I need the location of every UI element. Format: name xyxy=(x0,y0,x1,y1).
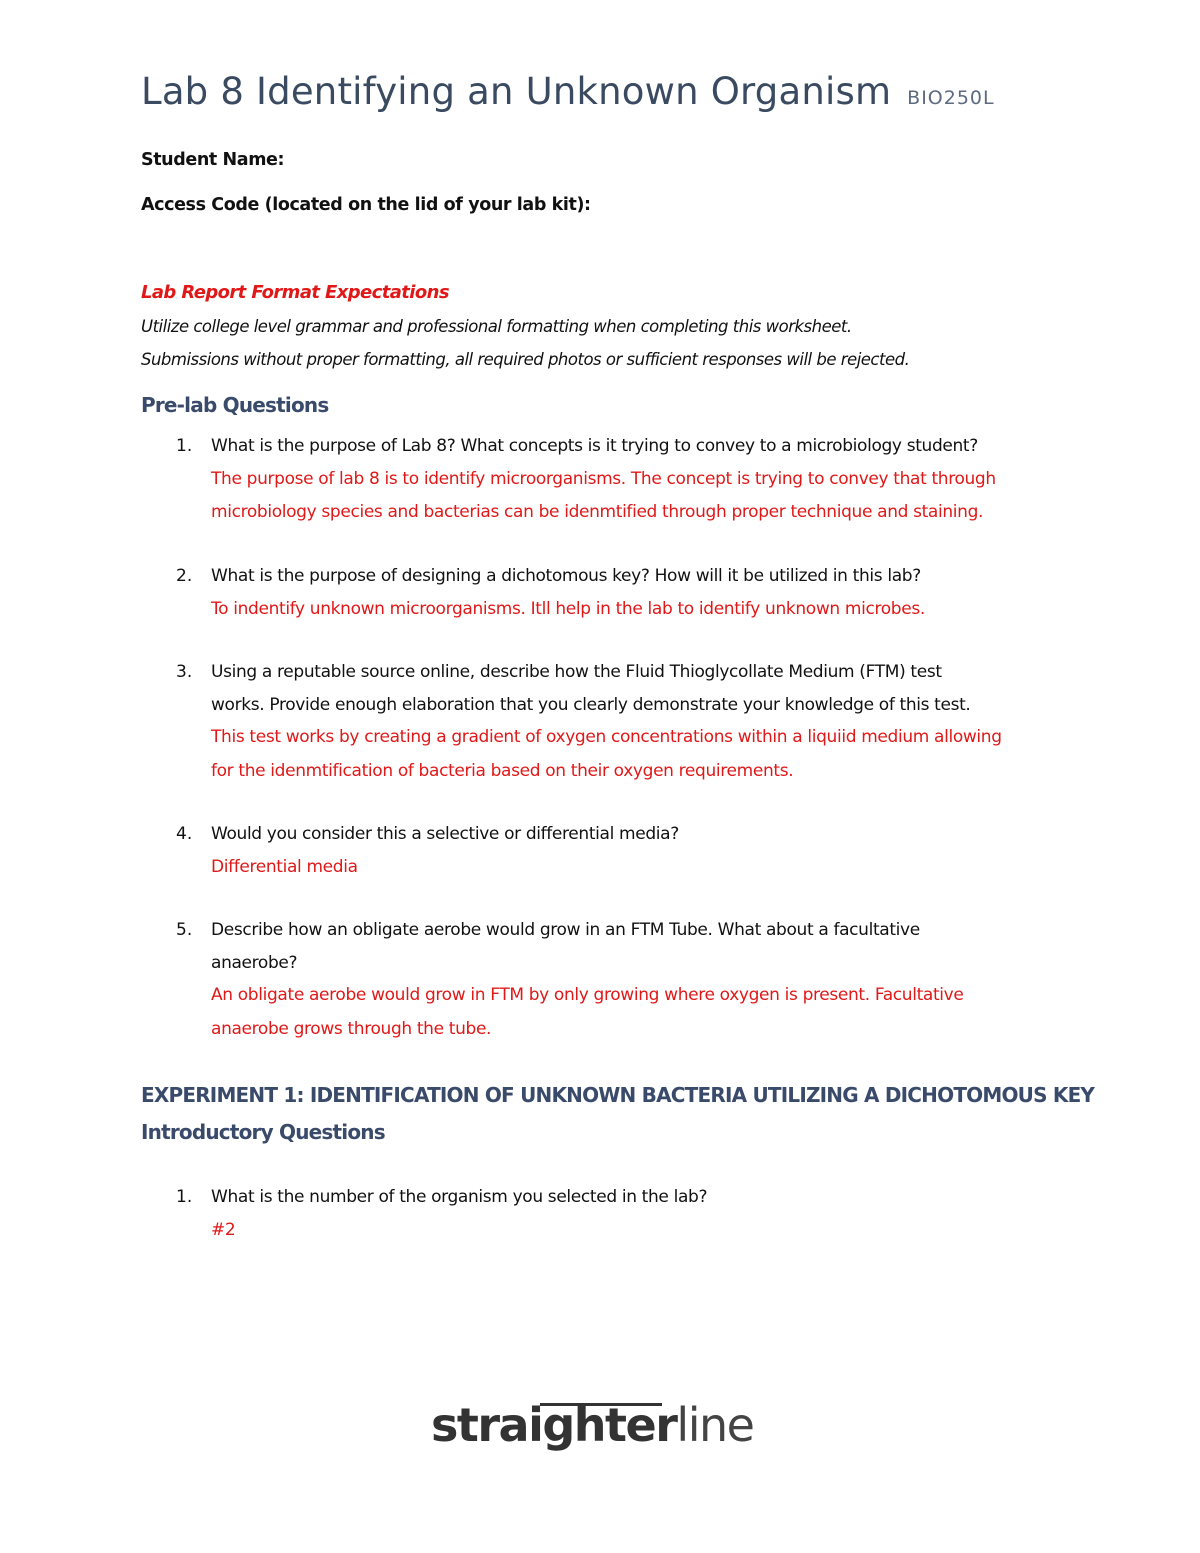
logo-text-light: line xyxy=(676,1398,754,1452)
question-number: 3. xyxy=(176,662,193,682)
student-name-label: Student Name: xyxy=(141,150,285,170)
introductory-questions-heading: Introductory Questions xyxy=(141,1120,385,1144)
question-text: What is the purpose of designing a dichotomous key? How will it be utilized in this lab? xyxy=(211,566,921,586)
question-text: Describe how an obligate aerobe would grow in an FTM Tube. What about a facultative xyxy=(211,920,920,940)
answer-text: To indentify unknown microorganisms. Itll help in the lab to identify unknown microbes. xyxy=(211,598,925,619)
answer-text: microbiology species and bacterias can be idenmtified through proper technique and staining. xyxy=(211,502,984,522)
answer-text: #2 xyxy=(211,1219,236,1240)
answer-text: Differential media xyxy=(211,856,358,877)
answer-text: The purpose of lab 8 is to identify microorganisms. The concept is trying to convey that through xyxy=(211,468,996,489)
question-text: What is the number of the organism you selected in the lab? xyxy=(211,1187,708,1207)
straighterline-logo xyxy=(431,1398,771,1468)
expectations-line-2: Submissions without proper formatting, all required photos or sufficient responses will be rejected. xyxy=(141,350,910,369)
question-number: 5. xyxy=(176,920,193,940)
question-number: 2. xyxy=(176,566,193,586)
answer-text: This test works by creating a gradient of oxygen concentrations within a liquiid medium allowing xyxy=(211,727,1002,747)
answer-text: for the idenmtification of bacteria based on their oxygen requirements. xyxy=(211,760,794,781)
question-text: anaerobe? xyxy=(211,952,298,973)
question-number: 1. xyxy=(176,1187,193,1207)
experiment1-heading: EXPERIMENT 1: IDENTIFICATION OF UNKNOWN BACTERIA UTILIZING A DICHOTOMOUS KEY xyxy=(141,1083,1095,1107)
question-number: 1. xyxy=(176,436,193,456)
answer-text: An obligate aerobe would grow in FTM by only growing where oxygen is present. Facultative xyxy=(211,985,964,1005)
question-number: 4. xyxy=(176,824,193,844)
logo-text-bold: straighter xyxy=(431,1398,677,1452)
expectations-heading: Lab Report Format Expectations xyxy=(141,282,449,303)
title-text: Lab 8 Identifying an Unknown Organism xyxy=(141,70,892,113)
logo-wordmark xyxy=(431,1398,753,1452)
question-text: Would you consider this a selective or differential media? xyxy=(211,824,679,844)
access-code-label: Access Code (located on the lid of your lab kit): xyxy=(141,195,591,215)
document-title xyxy=(141,70,995,113)
question-text: What is the purpose of Lab 8? What concepts is it trying to convey to a microbiology student? xyxy=(211,436,978,456)
expectations-line-1: Utilize college level grammar and professional formatting when completing this worksheet. xyxy=(141,317,852,336)
answer-text: anaerobe grows through the tube. xyxy=(211,1018,492,1039)
question-text: Using a reputable source online, describe how the Fluid Thioglycollate Medium (FTM) test xyxy=(211,662,942,682)
prelab-heading: Pre-lab Questions xyxy=(141,393,329,417)
question-text: works. Provide enough elaboration that you clearly demonstrate your knowledge of this test. xyxy=(211,694,971,715)
course-code: BIO250L xyxy=(907,87,995,109)
